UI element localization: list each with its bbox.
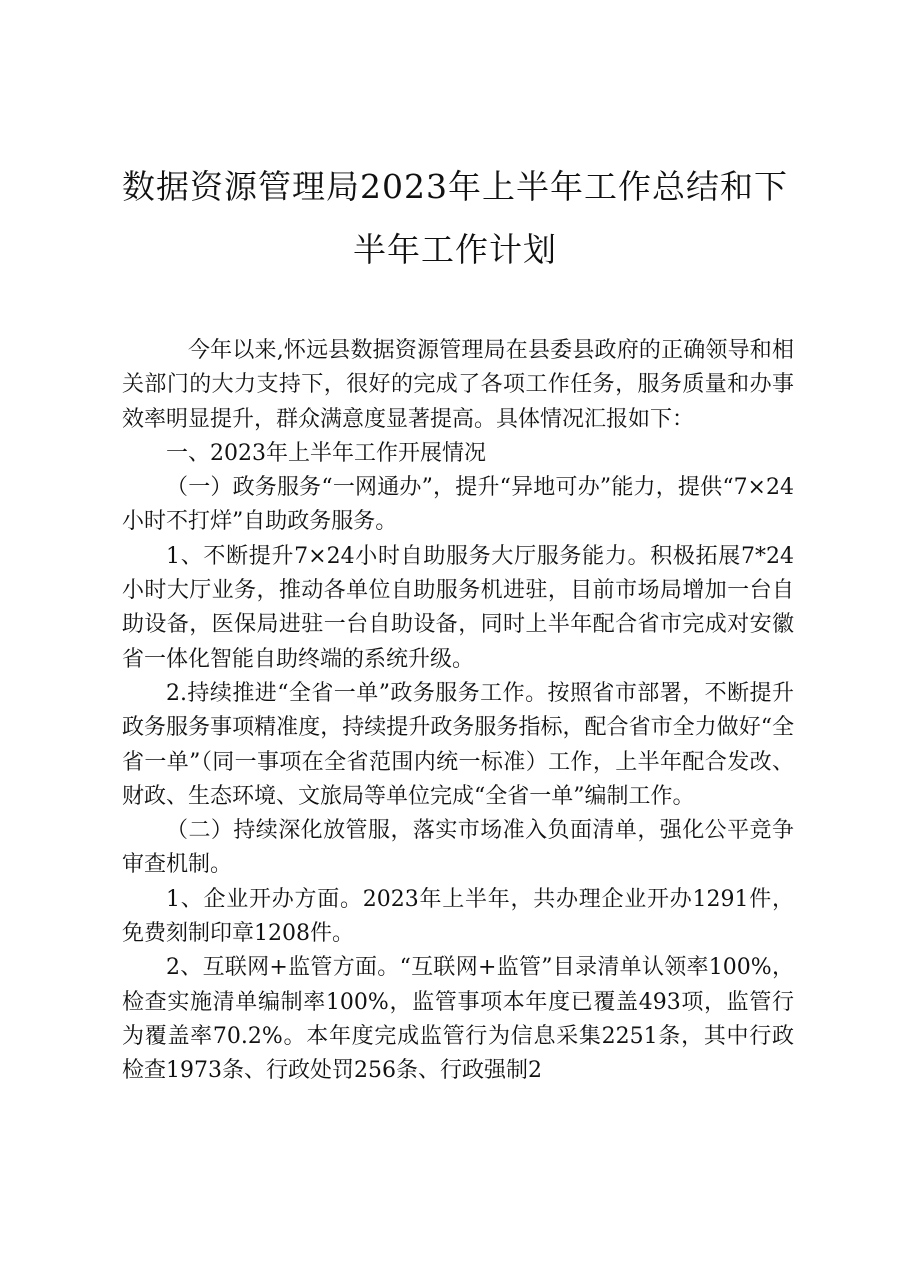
subsection-heading-2: （二）持续深化放管服，落实市场准入负面清单，强化公平竞争审查机制。 (122, 818, 794, 878)
document-title-line-2: 半年工作计划 (353, 230, 557, 269)
document-title-line-1: 数据资源管理局2023年上半年工作总结和下 (122, 167, 788, 206)
subsection-heading-1: （一）政务服务“一网通办”，提升“异地可办”能力，提供“7×24小时不打烊”自助政务服务。 (122, 475, 794, 535)
paragraph-intro: 今年以来,怀远县数据资源管理局在县委县政府的正确领导和相关部门的大力支持下，很好的完成了各项工作任务，服务质量和办事效率明显提升，群众满意度显著提高。具体情况汇报如下： (122, 338, 794, 432)
paragraph-item-1-2: 2.持续推进“全省一单”政务服务工作。按照省市部署，不断提升政务服务事项精准度，持续提升政务服务指标，配合省市全力做好“全省一单”（同一事项在全省范围内统一标准）工作，上半年配合发改、财政、生态环境、文旅局等单位完成“全省一单”编制工作。 (122, 680, 794, 809)
paragraph-item-1-1: 1、不断提升7×24小时自助服务大厅服务能力。积极拓展7*24小时大厅业务，推动各单位自助服务机进驻，目前市场局增加一台自助设备，医保局进驻一台自助设备，同时上半年配合省市完成对安徽省一体化智能自助终端的系统升级。 (122, 543, 794, 672)
document-body (122, 334, 794, 1089)
paragraph-item-2-1: 1、企业开办方面。2023年上半年，共办理企业开办1291件，免费刻制印章1208件。 (122, 886, 794, 947)
section-heading-1: 一、2023年上半年工作开展情况 (166, 440, 486, 466)
paragraph-item-2-2: 2、互联网+监管方面。“互联网+监管”目录清单认领率100%，检查实施清单编制率100%，监管事项本年度已覆盖493项，监管行为覆盖率70.2%。本年度完成监管行为信息采集2251条，其中行政检查1973条、行政处罚256条、行政强制2 (122, 955, 794, 1084)
